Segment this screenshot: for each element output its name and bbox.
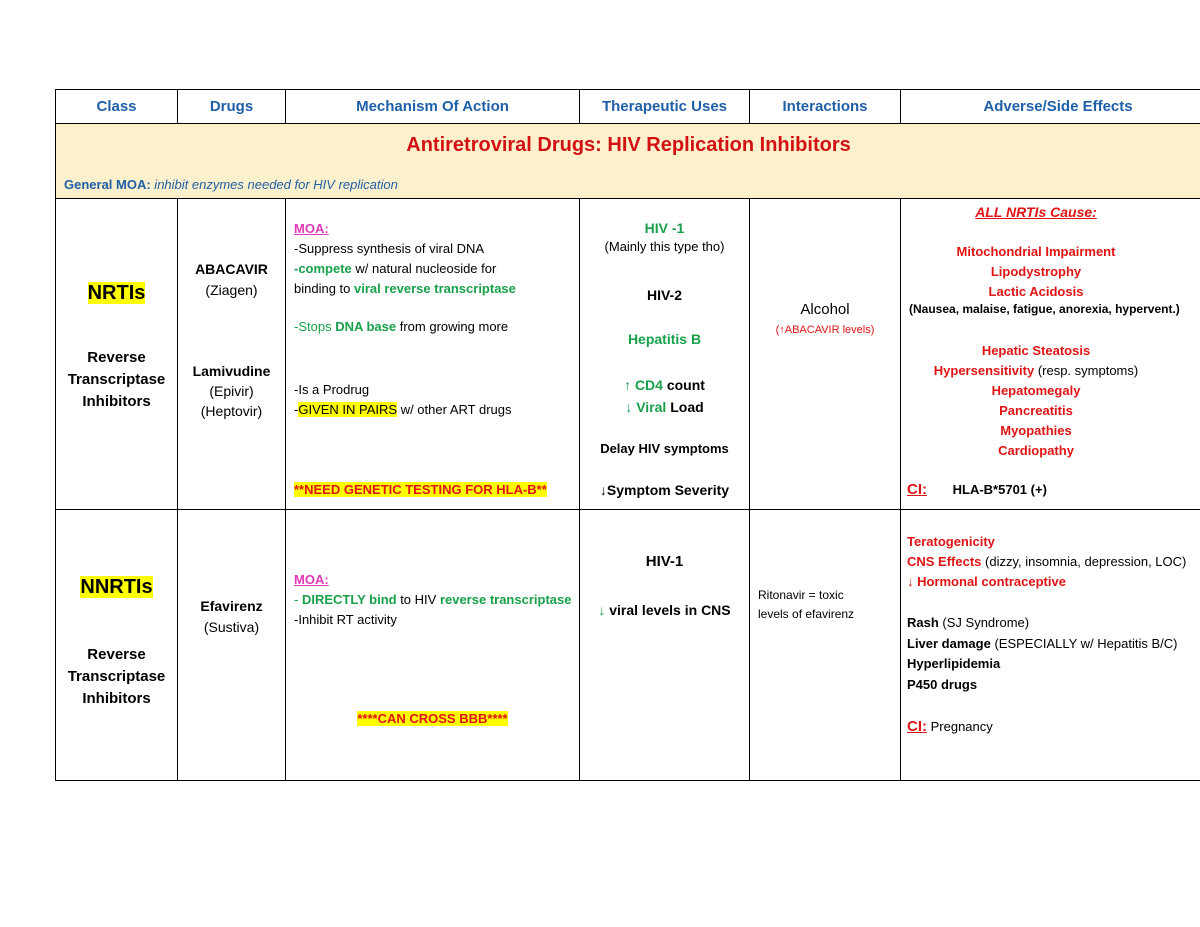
nnrti-ae-1: Teratogenicity xyxy=(907,534,995,549)
nrti-ae-4: Hepatic Steatosis xyxy=(981,343,1091,358)
drug-lamivudine-brand-2: (Heptovir) xyxy=(200,403,263,419)
nrti-ae-3: Lactic Acidosis xyxy=(988,284,1084,299)
nrti-ci-label: CI: xyxy=(907,481,927,498)
nnrti-ci-label: CI: xyxy=(907,718,927,735)
nnrti-interaction-1: Ritonavir = toxic xyxy=(758,588,844,602)
nnrti-class-desc-2: Transcriptase xyxy=(67,668,166,685)
antiretroviral-table xyxy=(55,89,1200,781)
nnrti-class-desc-1: Reverse xyxy=(87,646,146,663)
nrti-moa-1: -Suppress synthesis of viral DNA xyxy=(294,241,485,256)
nrti-use-severity: ↓Symptom Severity xyxy=(599,482,730,498)
header-adverse: Adverse/Side Effects xyxy=(901,90,1200,124)
nrti-moa-5: -Is a Prodrug xyxy=(294,382,370,397)
nnrti-drugs-cell xyxy=(178,510,286,781)
header-moa: Mechanism Of Action xyxy=(286,90,580,124)
nrti-ae-7: Pancreatitis xyxy=(999,403,1073,418)
general-moa xyxy=(64,177,398,192)
nnrti-ae-6: Hyperlipidemia xyxy=(907,656,1001,671)
nrti-ae-6: Hepatomegaly xyxy=(991,383,1081,398)
nnrti-interactions-cell xyxy=(750,510,901,781)
nnrti-moa-cell xyxy=(286,510,580,781)
nrti-row xyxy=(56,199,1200,510)
nnrti-class-desc-3: Inhibitors xyxy=(82,690,151,707)
nrti-class-name: NRTIs xyxy=(87,282,146,304)
nrti-moa-2: -compete w/ natural nucleoside for xyxy=(294,261,497,276)
header-class: Class xyxy=(56,90,178,124)
nrti-use-viral: ↓ Viral Load xyxy=(625,399,704,415)
nrti-class-desc-3: Inhibitors xyxy=(82,393,151,410)
nnrti-moa-note: ****CAN CROSS BBB**** xyxy=(357,711,508,726)
nnrti-ci-text: Pregnancy xyxy=(927,719,993,734)
drug-abacavir-brand: (Ziagen) xyxy=(205,282,258,298)
nrti-uses-cell xyxy=(580,199,750,510)
nrti-use-cd4: ↑ CD4 count xyxy=(624,377,705,393)
nrti-interactions-cell xyxy=(750,199,901,510)
general-moa-text: inhibit enzymes needed for HIV replication xyxy=(150,177,398,192)
drug-efavirenz-brand: (Sustiva) xyxy=(203,619,260,635)
drug-table-sheet xyxy=(55,89,1200,781)
drug-efavirenz: Efavirenz xyxy=(200,598,263,614)
nrti-use-hiv1: HIV -1 xyxy=(644,220,685,236)
nrti-interaction: Alcohol xyxy=(800,301,850,318)
nnrti-ae-7: P450 drugs xyxy=(907,676,978,692)
nnrti-adverse-cell xyxy=(901,510,1200,781)
nnrti-moa-label: MOA: xyxy=(294,572,329,587)
nrti-moa-cell xyxy=(286,199,580,510)
nrti-drugs-cell xyxy=(178,199,286,510)
nrti-use-hepb: Hepatitis B xyxy=(627,331,702,347)
nrti-use-hiv2: HIV-2 xyxy=(646,287,682,303)
nnrti-use-cns: ↓ viral levels in CNS xyxy=(598,602,731,618)
nnrti-use-hiv1: HIV-1 xyxy=(645,553,684,570)
nrti-class-cell xyxy=(56,199,178,510)
nrti-class-desc-1: Reverse xyxy=(87,349,146,366)
drug-lamivudine-brand-1: (Epivir) xyxy=(209,383,254,399)
nrti-moa-note: **NEED GENETIC TESTING FOR HLA-B** xyxy=(294,482,547,497)
nrti-ae-3-note: (Nausea, malaise, fatigue, anorexia, hypervent.) xyxy=(909,302,1180,316)
nrti-ae-9: Cardiopathy xyxy=(998,443,1074,458)
nrti-ae-heading: ALL NRTIs Cause: xyxy=(975,204,1097,220)
header-interactions: Interactions xyxy=(750,90,901,124)
nnrti-row xyxy=(56,510,1200,781)
nnrti-ae-5: Liver damage (ESPECIALLY w/ Hepatitis B/C) xyxy=(907,635,1178,651)
nnrti-ae-2: CNS Effects (dizzy, insomnia, depression, LOC) xyxy=(907,554,1187,569)
banner-row xyxy=(56,124,1200,199)
header-uses: Therapeutic Uses xyxy=(580,90,750,124)
nrti-moa-label: MOA: xyxy=(294,221,329,236)
nrti-moa-6: -GIVEN IN PAIRS w/ other ART drugs xyxy=(294,402,512,417)
nrti-ae-1: Mitochondrial Impairment xyxy=(956,244,1116,259)
nrti-moa-3: binding to viral reverse transcriptase xyxy=(294,281,516,296)
nrti-ae-8: Myopathies xyxy=(1000,423,1072,438)
nnrti-moa-1: - DIRECTLY bind to HIV reverse transcriptase xyxy=(294,592,572,607)
nrti-ci-text: HLA-B*5701 (+) xyxy=(952,482,1047,497)
nnrti-class-cell xyxy=(56,510,178,781)
banner-cell xyxy=(56,124,1200,199)
header-drugs: Drugs xyxy=(178,90,286,124)
nrti-use-delay: Delay HIV symptoms xyxy=(600,441,729,456)
drug-abacavir: ABACAVIR xyxy=(195,261,268,277)
nnrti-moa-2: -Inhibit RT activity xyxy=(294,612,397,627)
nnrti-interaction-2: levels of efavirenz xyxy=(758,607,855,621)
nrti-moa-4: -Stops DNA base from growing more xyxy=(294,319,509,334)
banner-title: Antiretroviral Drugs: HIV Replication Inhibitors xyxy=(406,134,851,156)
drug-lamivudine: Lamivudine xyxy=(192,363,271,379)
nnrti-uses-cell xyxy=(580,510,750,781)
nrti-adverse-cell xyxy=(901,199,1200,510)
nrti-class-desc-2: Transcriptase xyxy=(67,371,166,388)
nrti-ae-5: Hypersensitivity (resp. symptoms) xyxy=(933,363,1139,378)
nnrti-ae-3: ↓ Hormonal contraceptive xyxy=(907,574,1066,589)
nnrti-ae-4: Rash (SJ Syndrome) xyxy=(907,615,1030,630)
general-moa-label: General MOA: xyxy=(64,177,151,192)
nrti-ae-2: Lipodystrophy xyxy=(990,264,1082,279)
nrti-use-hiv1-note: (Mainly this type tho) xyxy=(604,239,725,254)
nnrti-class-name: NNRTIs xyxy=(80,576,153,598)
nrti-interaction-note: (↑ABACAVIR levels) xyxy=(775,324,875,336)
header-row xyxy=(56,90,1200,124)
